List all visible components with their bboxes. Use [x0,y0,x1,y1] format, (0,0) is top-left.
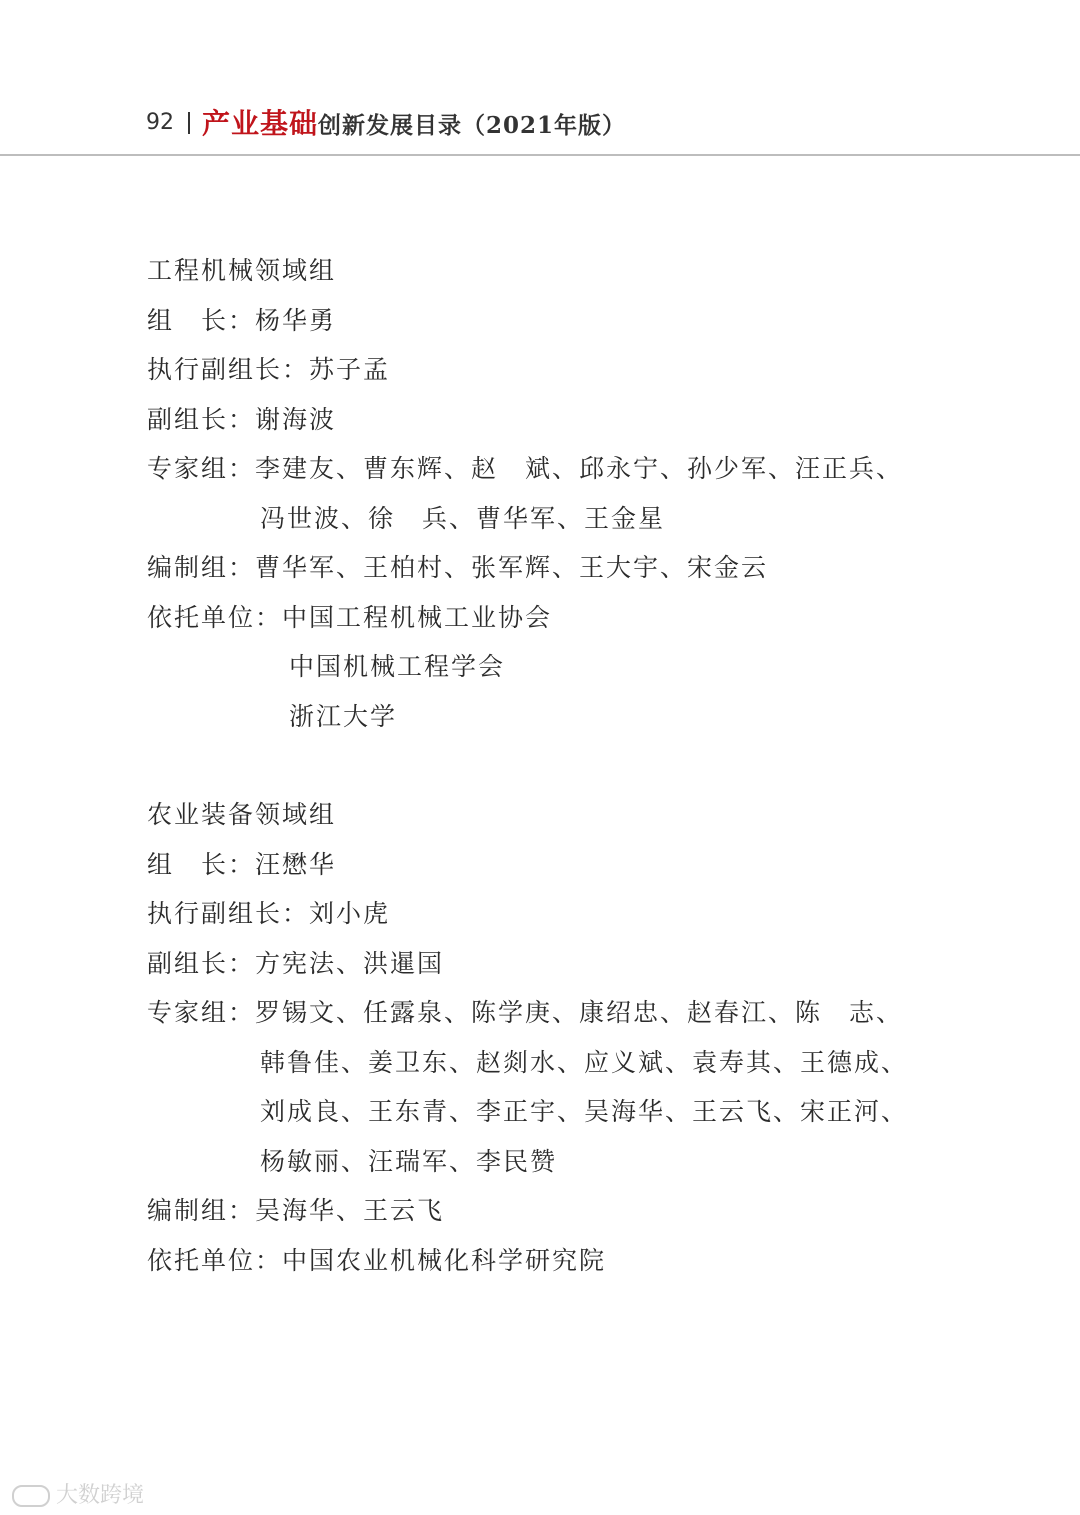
editors-label: 编制组： [147,1196,256,1225]
editors-line [147,543,947,593]
section-title: 农业装备领域组 [147,800,337,829]
deputy-line [147,395,947,445]
book-title [202,102,626,142]
leader-label: 组 长： [147,305,256,335]
leader-name: 汪懋华 [255,849,337,879]
leader-line [147,840,947,890]
editors-line [147,1186,947,1236]
experts-line [147,988,947,1038]
deputy-label: 副组长： [147,948,256,978]
exec-deputy-line [147,345,947,395]
section-agricultural-equipment [147,790,947,1285]
editors-label: 编制组： [147,553,256,582]
header-rule [0,154,1080,156]
deputy-name: 方宪法、洪暹国 [255,948,445,978]
section-title: 工程机械领域组 [147,256,337,285]
exec-deputy-label: 执行副组长： [147,899,310,928]
unit-name: 中国工程机械工业协会 [282,602,553,632]
deputy-line [147,939,947,989]
units-label: 依托单位： [147,602,283,632]
units-line [147,593,947,643]
experts-label: 专家组： [147,454,256,483]
leader-name: 杨华勇 [255,305,337,335]
experts-line-cont: 刘成良、王东青、李正宇、吴海华、王云飞、宋正河、 [260,1097,909,1126]
units-line [147,1236,947,1286]
experts-list: 罗锡文、任露泉、陈学庚、康绍忠、赵春江、陈 志、 [255,998,904,1027]
book-title-accent: 产业基础 [202,107,319,140]
experts-line-cont: 冯世波、徐 兵、曹华军、王金星 [260,503,666,533]
unit-name: 浙江大学 [289,701,398,731]
book-title-rest: 创新发展目录（2021年版） [318,112,627,139]
deputy-label: 副组长： [147,404,256,434]
unit-name: 中国机械工程学会 [289,652,506,681]
leader-line [147,296,947,346]
units-label: 依托单位： [147,1245,283,1275]
unit-name: 中国农业机械化科学研究院 [282,1245,607,1275]
deputy-name: 谢海波 [255,404,337,434]
watermark-logo-icon [12,1485,50,1507]
experts-line [147,444,947,494]
header-separator [188,112,190,134]
exec-deputy-label: 执行副组长： [147,355,310,384]
editors-list: 吴海华、王云飞 [255,1196,445,1225]
section-construction-machinery [147,246,947,741]
experts-label: 专家组： [147,998,256,1027]
page-header [0,100,1080,156]
exec-deputy-line [147,889,947,939]
leader-label: 组 长： [147,849,256,879]
page-number: 92 [146,110,174,135]
watermark [12,1478,144,1509]
experts-line-cont: 韩鲁佳、姜卫东、赵剡水、应义斌、袁寿其、王德成、 [260,1047,909,1077]
experts-line-cont: 杨敏丽、汪瑞军、李民赞 [260,1146,558,1176]
experts-list: 李建友、曹东辉、赵 斌、邱永宁、孙少军、汪正兵、 [255,454,904,483]
exec-deputy-name: 苏子孟 [309,355,391,384]
editors-list: 曹华军、王柏村、张军辉、王大宇、宋金云 [255,553,769,582]
exec-deputy-name: 刘小虎 [309,899,391,928]
watermark-text: 大数跨境 [56,1483,145,1508]
